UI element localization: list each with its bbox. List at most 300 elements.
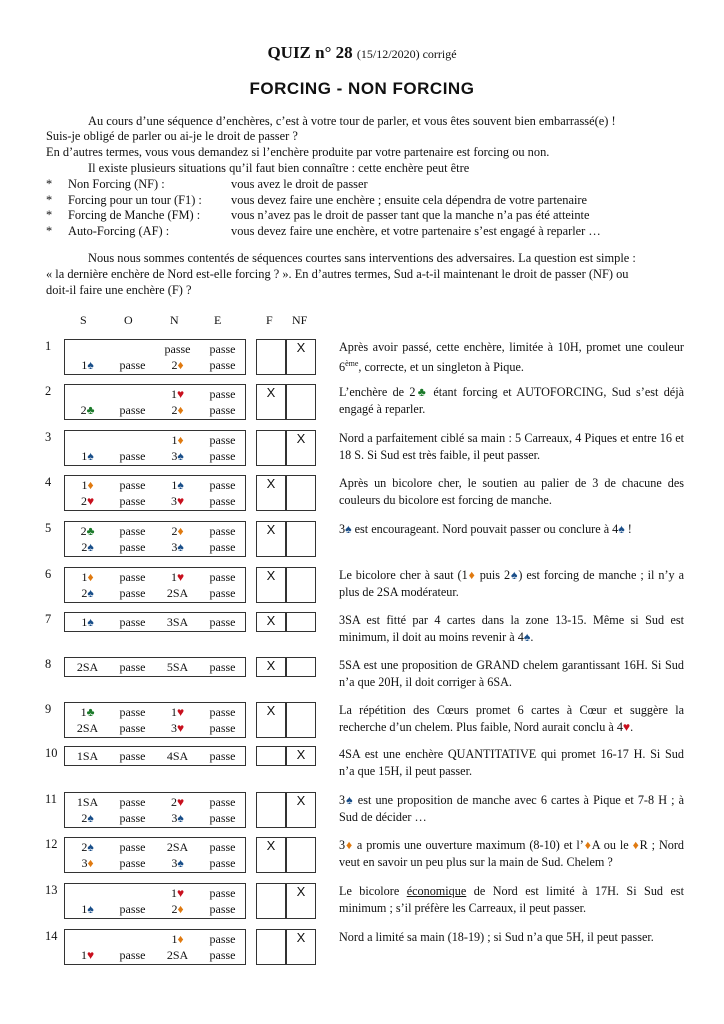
spade-icon: ♠: [510, 568, 519, 582]
bid-level: 1: [81, 478, 88, 492]
spade-icon: ♠: [177, 811, 184, 825]
bid-cell: passe: [209, 749, 236, 763]
diamond-icon: ♦: [632, 838, 640, 852]
answer-box-f[interactable]: [256, 746, 286, 766]
comment-text: Nord a parfaitement ciblé sa main : 5 Carreaux, 4 Piques et entre 16 et 18 S. Si Sud est très faible, il peut passer.: [339, 431, 684, 462]
definition-star: *: [46, 224, 53, 238]
answer-box-f[interactable]: [256, 929, 286, 965]
bid-level: 2: [171, 524, 178, 538]
bid-cell: [155, 524, 200, 538]
bid-level: 3: [171, 540, 178, 554]
bidding-sequence: [64, 702, 246, 738]
quiz-title-main: QUIZ n° 28: [267, 43, 353, 62]
spade-icon: ♠: [87, 615, 94, 629]
bid-cell: [65, 948, 110, 962]
bidding-sequence: [64, 929, 246, 965]
bid-cell: passe: [119, 586, 146, 600]
bid-cell: [155, 932, 200, 946]
intro-p1-line2: Suis-je obligé de parler ou ai-je le droit de passer ?: [46, 129, 298, 143]
diamond-icon: ♦: [87, 570, 94, 584]
club-icon: ♣: [86, 705, 95, 719]
comment-12: [339, 837, 684, 870]
definition-term: Non Forcing (NF) :: [68, 177, 165, 191]
answer-box-f[interactable]: [256, 883, 286, 919]
bid-level: 3: [81, 856, 88, 870]
diamond-icon: ♦: [345, 838, 354, 852]
definition-star: *: [46, 193, 53, 207]
col-header-o: O: [124, 313, 133, 327]
bid-level: 2: [81, 840, 88, 854]
comment-text: La répétition des Cœurs promet 6 cartes à Cœur et suggère la recherche d’un chelem. Plus faible, Nord aurait conclu à 4: [339, 703, 684, 734]
bid-cell: passe: [119, 840, 146, 854]
bid-cell: [65, 449, 110, 463]
answer-box-nf[interactable]: [286, 567, 316, 603]
answer-box-nf[interactable]: [286, 746, 316, 766]
intro-p2: Il existe plusieurs situations qu’il faut bien connaître : cette enchère peut être: [88, 161, 470, 175]
quiz-number: 1: [45, 339, 52, 353]
bid-level: 1: [171, 932, 178, 946]
bid-cell: [155, 494, 200, 508]
definition-term: Forcing de Manche (FM) :: [68, 208, 201, 222]
answer-box-f[interactable]: [256, 702, 286, 738]
heart-icon: ♥: [176, 705, 185, 719]
bidding-sequence: [64, 837, 246, 873]
bid-level: 1: [171, 478, 178, 492]
heart-icon: ♥: [86, 948, 95, 962]
bid-level: 1: [170, 387, 177, 401]
bid-cell: [65, 478, 110, 492]
bid-cell: [65, 902, 110, 916]
bid-cell: [155, 358, 200, 372]
bid-cell: passe: [209, 524, 236, 538]
bid-level: 1: [171, 433, 178, 447]
bid-level: 3: [171, 856, 178, 870]
answer-box-nf[interactable]: [286, 384, 316, 420]
bid-level: 1: [170, 705, 177, 719]
answer-box-nf[interactable]: [286, 929, 316, 965]
spade-icon: ♠: [87, 586, 94, 600]
intro-p3-line1: Nous nous sommes contentés de séquences courtes sans interventions des adversaires. La question est simple :: [88, 251, 636, 265]
answer-mark: X: [266, 703, 276, 718]
bid-cell: [65, 524, 110, 538]
bid-level: 1: [81, 570, 88, 584]
answer-box-f[interactable]: [256, 612, 286, 632]
bid-cell: passe: [119, 705, 146, 719]
col-header-s: S: [80, 313, 87, 327]
bid-cell: passe: [119, 494, 146, 508]
bid-cell: passe: [209, 660, 236, 674]
answer-box-f[interactable]: [256, 384, 286, 420]
bid-cell: passe: [119, 795, 146, 809]
answer-box-nf[interactable]: [286, 521, 316, 557]
bid-cell: passe: [119, 540, 146, 554]
diamond-icon: ♦: [177, 902, 184, 916]
comment-10: [339, 746, 684, 779]
answer-mark: X: [266, 385, 276, 400]
bid-level: 2: [171, 358, 178, 372]
quiz-number: 11: [45, 792, 57, 806]
bid-cell: passe: [209, 478, 236, 492]
bid-cell: [65, 586, 110, 600]
quiz-heading: FORCING - NON FORCING: [249, 79, 475, 98]
answer-mark: X: [266, 838, 276, 853]
answer-mark: X: [296, 884, 306, 899]
bid-cell: passe: [209, 342, 236, 356]
bid-cell: passe: [209, 403, 236, 417]
bid-cell: passe: [119, 358, 146, 372]
quiz-number: 3: [45, 430, 52, 444]
diamond-icon: ♦: [87, 856, 94, 870]
comment-text: Nord a limité sa main (18-19) ; si Sud n’a que 5H, il peut passer.: [339, 930, 654, 944]
bid-cell: passe: [209, 570, 236, 584]
bid-level: 2: [171, 403, 178, 417]
bid-level: 1: [170, 886, 177, 900]
quiz-number: 7: [45, 612, 52, 626]
comment-13: [339, 883, 684, 916]
bid-cell: passe: [119, 449, 146, 463]
spade-icon: ♠: [87, 811, 94, 825]
bid-cell: [155, 478, 200, 492]
bidding-sequence: [64, 339, 246, 375]
bid-cell: 2SA: [166, 948, 189, 962]
comment-11: [339, 792, 684, 825]
quiz-number: 14: [45, 929, 58, 943]
spade-icon: ♠: [87, 902, 94, 916]
spade-icon: ♠: [618, 522, 625, 536]
spade-icon: ♠: [87, 449, 94, 463]
bid-cell: passe: [119, 811, 146, 825]
bid-cell: passe: [209, 856, 236, 870]
comment-9: [339, 702, 684, 735]
answer-mark: X: [296, 431, 306, 446]
comment-text: Le bicolore: [339, 884, 407, 898]
bid-level: 2: [80, 524, 87, 538]
bidding-sequence: [64, 883, 246, 919]
spade-icon: ♠: [177, 540, 184, 554]
bid-cell: passe: [119, 902, 146, 916]
answer-box-f[interactable]: [256, 521, 286, 557]
bidding-sequence: [64, 430, 246, 466]
comment-14: [339, 929, 684, 946]
bid-cell: 1SA: [76, 749, 99, 763]
answer-box-nf[interactable]: [286, 702, 316, 738]
spade-icon: ♠: [177, 449, 184, 463]
bid-cell: passe: [119, 570, 146, 584]
bid-cell: [155, 433, 200, 447]
spade-icon: ♠: [177, 856, 184, 870]
bid-cell: [65, 403, 110, 417]
bid-cell: [65, 358, 110, 372]
comment-text: R ; Nord veut en savoir un peu plus sur la main de Sud. Chelem ?: [339, 838, 685, 869]
comment-text: Le bicolore cher à saut (1: [339, 568, 468, 582]
comment-text: est encourageant. Nord pouvait passer ou conclure à 4: [351, 522, 619, 536]
comment-text: ) est forcing de manche ; il n’y a plus de 2SA modérateur.: [339, 568, 684, 599]
comment-5: [339, 521, 684, 538]
heart-icon: ♥: [176, 570, 185, 584]
comment-text: 5SA est une proposition de GRAND chelem garantissant 16H. Si Sud n’a que 20H, il doit corriger à 6SA.: [339, 658, 684, 689]
bid-cell: [65, 494, 110, 508]
bid-cell: [155, 540, 200, 554]
bid-cell: passe: [209, 705, 236, 719]
diamond-icon: ♦: [177, 403, 184, 417]
bid-cell: passe: [209, 449, 236, 463]
answer-mark: X: [296, 930, 306, 945]
answer-box-nf[interactable]: [286, 837, 316, 873]
answer-mark: X: [266, 522, 276, 537]
comment-3: [339, 430, 684, 463]
bid-cell: passe: [209, 494, 236, 508]
bid-cell: 2SA: [76, 660, 99, 674]
answer-box-nf[interactable]: [286, 339, 316, 375]
bid-cell: passe: [209, 932, 236, 946]
diamond-icon: ♦: [87, 478, 94, 492]
bid-cell: 2SA: [166, 586, 189, 600]
comment-8: [339, 657, 684, 690]
bid-cell: [65, 856, 110, 870]
bid-cell: 5SA: [166, 660, 189, 674]
spade-icon: ♠: [177, 478, 184, 492]
bid-cell: [65, 840, 110, 854]
intro-p3-line3: doit-il faire une enchère (F) ?: [46, 283, 192, 297]
answer-mark: X: [296, 793, 306, 808]
bidding-sequence: [64, 521, 246, 557]
comment-4: [339, 475, 684, 508]
comment-text: est une proposition de manche avec 6 cartes à Pique et 7-8 H ; à Sud de décider …: [339, 793, 684, 824]
bid-level: 2: [81, 540, 88, 554]
definition-desc: vous devez faire une enchère, et votre partenaire s’est engagé à reparler …: [231, 224, 601, 238]
quiz-number: 10: [45, 746, 58, 760]
answer-box-f[interactable]: [256, 339, 286, 375]
bid-level: 1: [81, 449, 88, 463]
heart-icon: ♥: [176, 494, 185, 508]
comment-text: 3: [339, 838, 346, 852]
comment-text: 3SA est fitté par 4 cartes dans la zone 13-15. Même si Sud est minimum, il doit au moins revenir à 4: [339, 613, 684, 644]
answer-box-nf[interactable]: [286, 475, 316, 511]
bid-cell: passe: [164, 342, 191, 356]
bid-cell: passe: [119, 948, 146, 962]
diamond-icon: ♦: [177, 524, 184, 538]
comment-7: [339, 612, 684, 645]
bid-cell: passe: [209, 840, 236, 854]
bidding-sequence: [64, 612, 246, 632]
bid-cell: [65, 705, 110, 719]
bid-level: 1: [81, 902, 88, 916]
definition-star: *: [46, 208, 53, 222]
bid-cell: [65, 615, 110, 629]
answer-box-f[interactable]: [256, 567, 286, 603]
bid-level: 2: [80, 494, 87, 508]
diamond-icon: ♦: [177, 358, 184, 372]
bid-level: 2: [80, 403, 87, 417]
definition-desc: vous avez le droit de passer: [231, 177, 368, 191]
bid-cell: [155, 902, 200, 916]
comment-text: 3: [339, 522, 346, 536]
comment-text: 4SA est une enchère QUANTITATIVE qui promet 16-17 H. Si Sud n’a que 15H, il peut passer.: [339, 747, 684, 778]
bid-cell: passe: [119, 749, 146, 763]
bid-cell: 3SA: [166, 615, 189, 629]
bidding-sequence: [64, 475, 246, 511]
bid-level: 2: [81, 586, 88, 600]
quiz-number: 4: [45, 475, 52, 489]
bid-cell: [155, 403, 200, 417]
bid-cell: 1SA: [76, 795, 99, 809]
spade-icon: ♠: [87, 358, 94, 372]
answer-mark: X: [266, 476, 276, 491]
bid-level: 2: [81, 811, 88, 825]
bid-cell: [155, 570, 200, 584]
bid-cell: passe: [119, 524, 146, 538]
bid-cell: passe: [209, 358, 236, 372]
bid-cell: passe: [209, 886, 236, 900]
bid-level: 1: [81, 358, 88, 372]
bid-cell: passe: [209, 615, 236, 629]
bid-cell: passe: [119, 403, 146, 417]
bid-cell: passe: [119, 856, 146, 870]
comment-sup: ème: [345, 358, 359, 368]
bid-cell: [155, 811, 200, 825]
answer-box-f[interactable]: [256, 430, 286, 466]
comment-text: , correcte, et un singleton à Pique.: [358, 359, 524, 374]
quiz-number: 9: [45, 702, 52, 716]
answer-box-f[interactable]: [256, 837, 286, 873]
bid-level: 2: [171, 902, 178, 916]
bid-cell: [155, 795, 200, 809]
bid-cell: [155, 856, 200, 870]
comment-text: Après un bicolore cher, le soutien au palier de 3 de chacune des couleurs du bicolore est forcing de manche.: [339, 476, 684, 507]
quiz-number: 13: [45, 883, 58, 897]
bid-cell: [155, 387, 200, 401]
answer-mark: X: [296, 340, 306, 355]
definition-desc: vous n’avez pas le droit de passer tant que la manche n’a pas été atteinte: [231, 208, 590, 222]
bidding-sequence: [64, 657, 246, 677]
diamond-icon: ♦: [177, 433, 184, 447]
bid-cell: [155, 705, 200, 719]
bidding-sequence: [64, 746, 246, 766]
comment-text: 3: [339, 793, 346, 807]
heart-icon: ♥: [622, 719, 631, 734]
quiz-number: 8: [45, 657, 52, 671]
quiz-number: 12: [45, 837, 58, 851]
bid-cell: [65, 570, 110, 584]
comment-underline: économique: [406, 884, 467, 898]
comment-text: de Nord est limité à 17H. Si Sud est minimum ; s’il préfère les Carreaux, il peut passer.: [339, 884, 684, 915]
bid-level: 1: [80, 948, 87, 962]
bid-cell: 2SA: [166, 840, 189, 854]
club-icon: ♣: [86, 403, 95, 417]
comment-6: [339, 567, 684, 600]
bid-cell: [65, 540, 110, 554]
comment-text: .: [530, 629, 534, 644]
bid-cell: [155, 721, 200, 735]
bid-level: 3: [171, 449, 178, 463]
definition-term: Auto-Forcing (AF) :: [68, 224, 170, 238]
comment-2: [339, 384, 684, 417]
bid-cell: passe: [209, 387, 236, 401]
answer-box-nf[interactable]: [286, 430, 316, 466]
intro-p1-line1: Au cours d’une séquence d’enchères, c’est à votre tour de parler, et vous êtes souvent bien embarrassé(e) !: [88, 114, 616, 128]
answer-box-nf[interactable]: [286, 657, 316, 677]
quiz-title-date: (15/12/2020) corrigé: [356, 47, 457, 61]
bid-cell: passe: [209, 902, 236, 916]
answer-mark: X: [266, 613, 276, 628]
bid-level: 2: [170, 795, 177, 809]
spade-icon: ♠: [345, 522, 352, 536]
diamond-icon: ♦: [177, 932, 184, 946]
quiz-number: 2: [45, 384, 52, 398]
answer-box-f[interactable]: [256, 475, 286, 511]
heart-icon: ♥: [176, 721, 185, 735]
bid-cell: passe: [209, 721, 236, 735]
definition-star: *: [46, 177, 53, 191]
bid-cell: [155, 449, 200, 463]
answer-box-f[interactable]: [256, 792, 286, 828]
bid-cell: passe: [119, 660, 146, 674]
bid-level: 1: [170, 570, 177, 584]
comment-text: A ou le: [591, 838, 633, 852]
answer-box-f[interactable]: [256, 657, 286, 677]
col-header-f: F: [266, 313, 273, 327]
bid-level: 3: [171, 811, 178, 825]
comment-text: a promis une ouverture maximum (8-10) et l’: [353, 838, 584, 852]
comment-text: !: [624, 522, 632, 536]
bidding-sequence: [64, 384, 246, 420]
definition-term: Forcing pour un tour (F1) :: [68, 193, 202, 207]
bid-level: 1: [81, 615, 88, 629]
spade-icon: ♠: [87, 540, 94, 554]
quiz-title: [0, 43, 724, 63]
bidding-sequence: [64, 792, 246, 828]
intro-p1-line3: En d’autres termes, vous vous demandez si l’enchère produite par votre partenaire est forcing ou non.: [46, 145, 550, 159]
spade-icon: ♠: [87, 840, 94, 854]
bid-cell: passe: [209, 948, 236, 962]
club-icon: ♣: [86, 524, 95, 538]
heart-icon: ♥: [176, 886, 185, 900]
bid-cell: passe: [119, 615, 146, 629]
bid-cell: passe: [209, 433, 236, 447]
answer-box-nf[interactable]: [286, 883, 316, 919]
definition-desc: vous devez faire une enchère ; ensuite cela dépendra de votre partenaire: [231, 193, 588, 207]
heart-icon: ♥: [86, 494, 95, 508]
bidding-sequence: [64, 567, 246, 603]
answer-box-nf[interactable]: [286, 612, 316, 632]
bid-cell: passe: [119, 478, 146, 492]
answer-mark: X: [266, 658, 276, 673]
bid-cell: [155, 886, 200, 900]
spade-icon: ♠: [345, 793, 354, 807]
bid-cell: passe: [209, 586, 236, 600]
answer-box-nf[interactable]: [286, 792, 316, 828]
comment-text: étant forcing et AUTOFORCING, Sud s’est déjà engagé à reparler.: [339, 385, 684, 416]
col-header-nf: NF: [292, 313, 308, 327]
bid-cell: [65, 811, 110, 825]
heart-icon: ♥: [176, 795, 185, 809]
comment-text: .: [630, 719, 634, 734]
comment-text: Après avoir passé, cette enchère, limitée à 10H, promet une couleur 6: [339, 340, 684, 374]
col-header-e: E: [214, 313, 222, 327]
col-header-n: N: [170, 313, 179, 327]
bid-level: 1: [80, 705, 87, 719]
answer-mark: X: [296, 747, 306, 762]
comment-text: puis 2: [475, 568, 511, 582]
quiz-number: 6: [45, 567, 52, 581]
spade-icon: ♠: [523, 629, 531, 644]
bid-cell: 2SA: [76, 721, 99, 735]
bid-cell: passe: [209, 540, 236, 554]
quiz-number: 5: [45, 521, 52, 535]
bid-cell: 4SA: [166, 749, 189, 763]
comment-1: [339, 339, 684, 375]
bid-cell: passe: [209, 795, 236, 809]
